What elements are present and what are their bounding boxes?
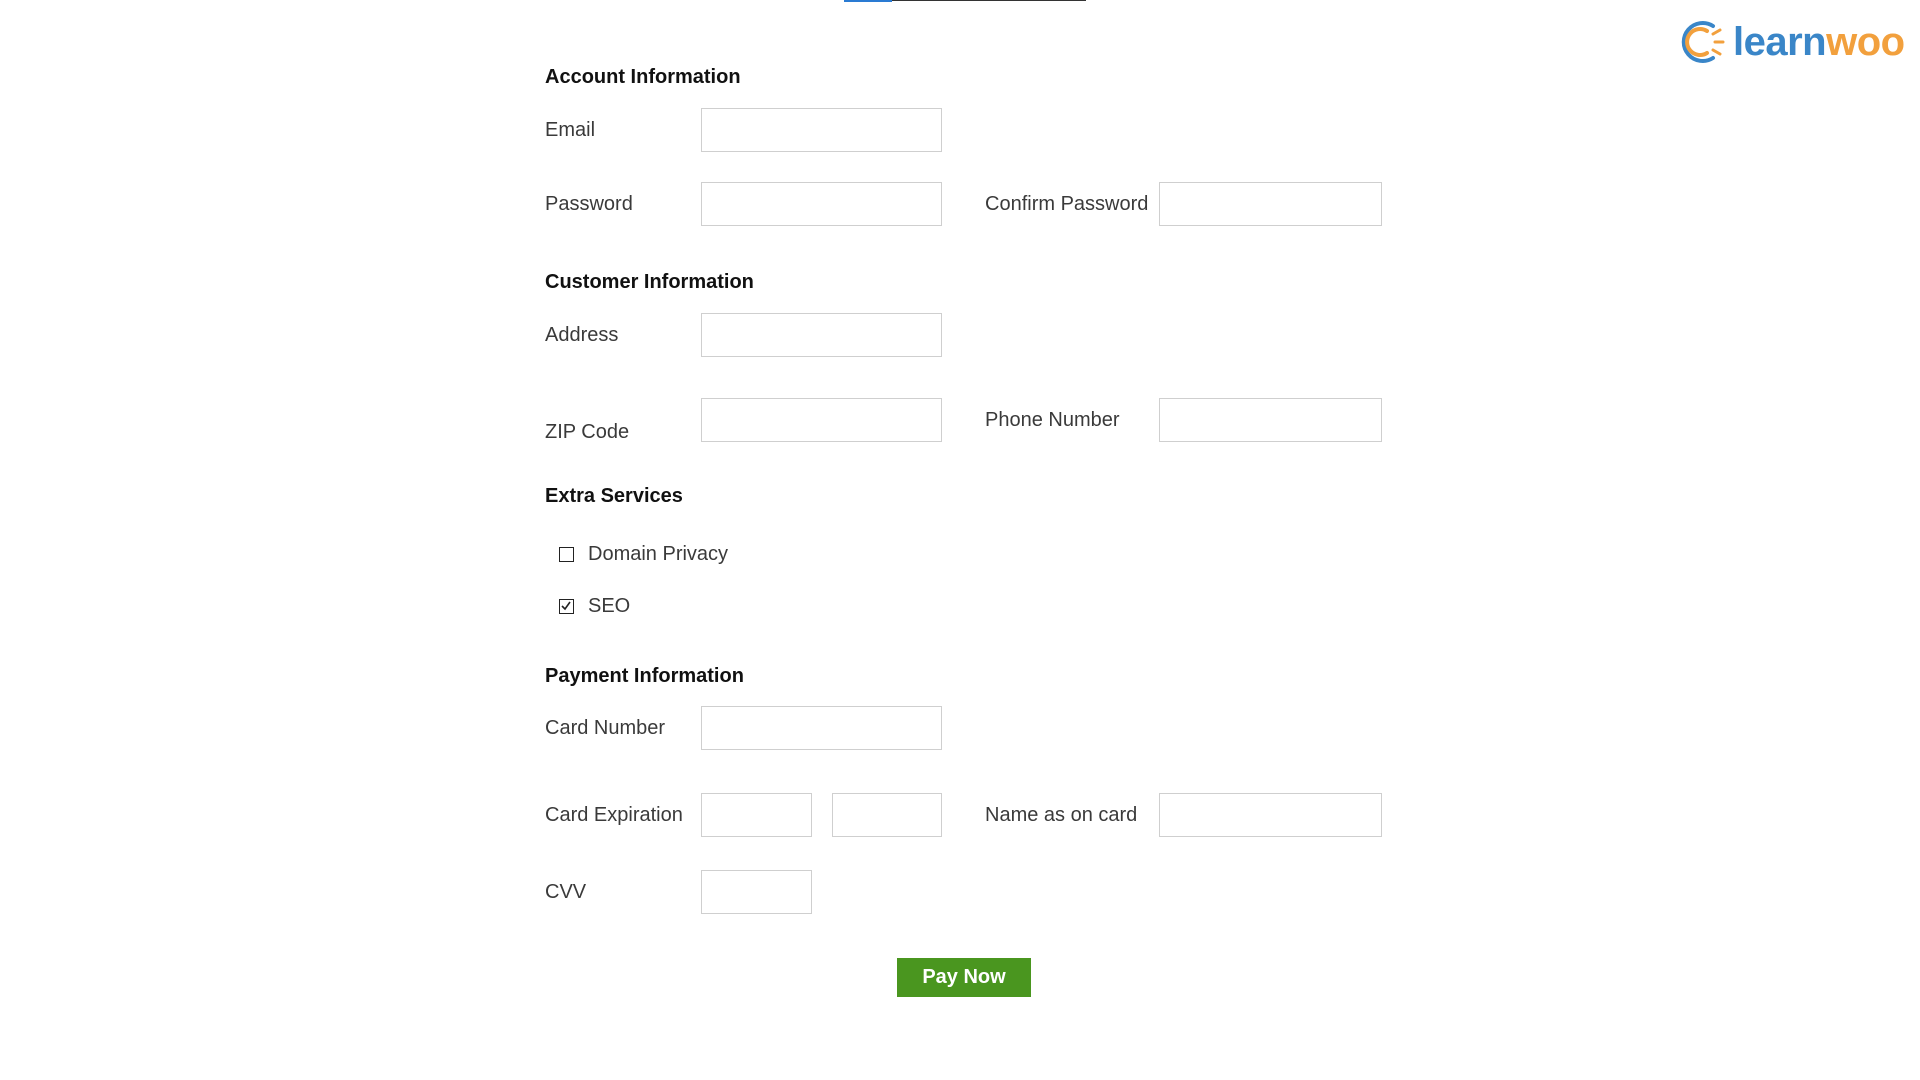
card-number-input[interactable] [701,706,942,750]
payment-section-title: Payment Information [545,665,744,687]
zip-code-input[interactable] [701,398,942,442]
confirm-password-input[interactable] [1159,182,1382,226]
card-expiration-month-input[interactable] [701,793,812,837]
phone-number-input[interactable] [1159,398,1382,442]
logo-text-learn: learn [1733,20,1827,64]
password-input[interactable] [701,182,942,226]
confirm-password-label: Confirm Password [985,193,1149,215]
sun-logo-icon [1673,16,1729,68]
seo-checkbox[interactable] [559,599,574,614]
domain-privacy-checkbox[interactable] [559,547,574,562]
cvv-label: CVV [545,881,587,903]
progress-fill [844,0,892,2]
seo-option[interactable] [559,593,630,619]
zip-code-label: ZIP Code [545,421,630,443]
checkmark-icon [560,600,572,612]
domain-privacy-option[interactable] [559,541,728,567]
seo-label: SEO [588,594,631,617]
learnwoo-logo [1673,16,1905,68]
card-number-label: Card Number [545,717,666,739]
address-label: Address [545,324,619,346]
pay-now-button[interactable]: Pay Now [897,958,1031,997]
customer-section-title: Customer Information [545,271,754,293]
card-expiration-label: Card Expiration [545,804,683,826]
phone-number-label: Phone Number [985,409,1120,431]
logo-text-woo: woo [1826,20,1905,64]
extras-section-title: Extra Services [545,485,683,507]
cvv-input[interactable] [701,870,812,914]
password-label: Password [545,193,633,215]
card-expiration-year-input[interactable] [832,793,942,837]
email-input[interactable] [701,108,942,152]
email-label: Email [545,119,596,141]
domain-privacy-label: Domain Privacy [588,542,729,565]
address-input[interactable] [701,313,942,357]
name-on-card-input[interactable] [1159,793,1382,837]
account-section-title: Account Information [545,66,741,88]
name-on-card-label: Name as on card [985,804,1138,826]
